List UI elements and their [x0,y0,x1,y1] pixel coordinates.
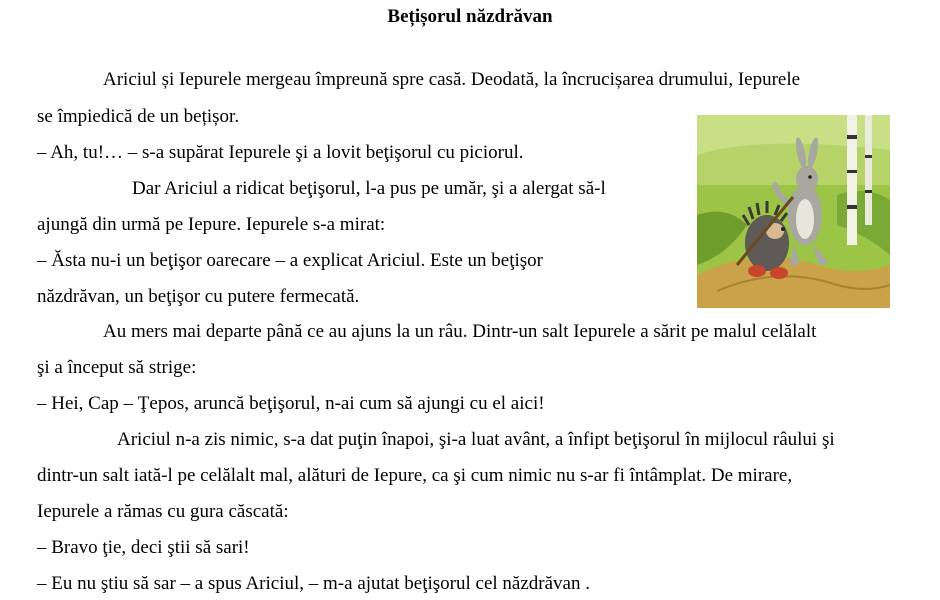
story-line: dintr-un salt iată-l pe celălalt mal, alături de Iepure, ca şi cum nimic nu s-ar fi întâmplat. De mirare, [37,465,793,486]
story-line: se împiedică de un bețișor. [37,106,240,127]
story-line: Ariciul și Iepurele mergeau împreună spre casă. Deodată, la încrucișarea drumului, Iepurele [103,69,801,90]
story-line: ajungă din urmă pe Iepure. Iepurele s-a mirat: [37,214,386,235]
story-line: năzdrăvan, un beţişor cu putere fermecată. [37,286,360,307]
story-line: Au mers mai departe până ce au ajuns la un râu. Dintr-un salt Iepurele a sărit pe malul celălalt [103,321,817,342]
story-line: – Ăsta nu-i un beţişor oarecare – a explicat Ariciul. Este un beţişor [37,250,543,271]
story-line: Iepurele a rămas cu gura căscată: [37,501,289,522]
story-line: Dar Ariciul a ridicat beţişorul, l-a pus pe umăr, şi a alergat să-l [132,178,606,199]
story-title: Bețișorul năzdrăvan [387,6,553,27]
story-line: – Bravo ţie, deci ştii să sari! [37,537,250,558]
story-line: Ariciul n-a zis nimic, s-a dat puţin înapoi, şi-a luat avânt, a înfipt beţişorul în mijlocul râului şi [117,429,835,450]
story-line: – Eu nu ştiu să sar – a spus Ariciul, – m-a ajutat beţişorul cel năzdrăvan . [37,573,590,594]
story-line: şi a început să strige: [37,357,197,378]
story-line: – Hei, Cap – Ţepos, aruncă beţişorul, n-ai cum să ajungi cu el aici! [37,393,545,414]
hedgehog-and-hare-illustration [697,115,890,308]
story-line: – Ah, tu!… – s-a supărat Iepurele şi a lovit beţişorul cu piciorul. [37,142,524,163]
